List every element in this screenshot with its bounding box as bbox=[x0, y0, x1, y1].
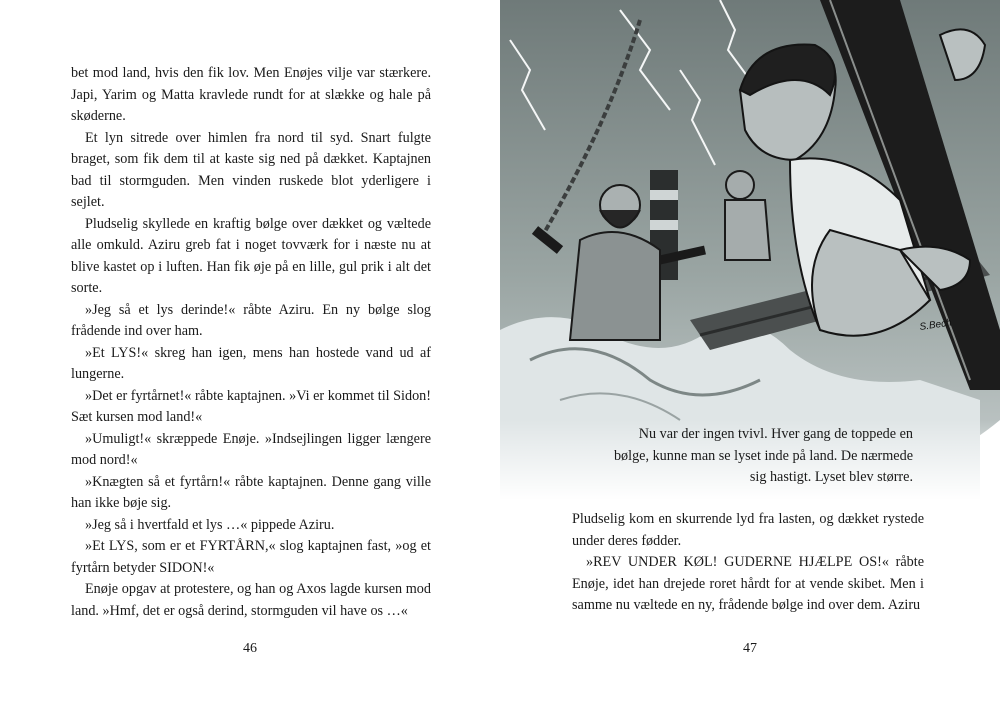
paragraph: »Jeg så i hvertfald et lys …« pippede Aziru. bbox=[85, 516, 335, 533]
right-page bbox=[500, 0, 1000, 709]
paragraph: »Et LYS, som er et FYRTÅRN,« slog kaptajnen fast, »og et fyrtårn betyder SIDON!« bbox=[71, 538, 431, 576]
artist-signature: S.Bech bbox=[918, 317, 953, 333]
paragraph: »Jeg så et lys derinde!« råbte Aziru. En ny bølge slog frådende ind over ham. bbox=[71, 301, 431, 339]
paragraph: »Det er fyrtårnet!« råbte kaptajnen. »Vi er kommet til Sidon! Sæt kursen mod land!« bbox=[71, 387, 431, 425]
page-number: 47 bbox=[743, 641, 757, 656]
paragraph: Enøje opgav at protestere, og han og Axos lagde kursen mod land. »Hmf, det er også derind, stormguden vil have os …« bbox=[71, 581, 431, 619]
page-number: 46 bbox=[243, 641, 257, 656]
paragraph: Et lyn sitrede over himlen fra nord til syd. Snart fulgte braget, som fik dem til at kaste sig ned på dækket. Kaptajnen bad til stormguden. Men vinden ruskede blot yderligere i sejlet. bbox=[71, 129, 431, 210]
paragraph: »Et LYS!« skreg han igen, mens han hostede vand ud af lungerne. bbox=[71, 344, 431, 382]
paragraph: »Umuligt!« skræppede Enøje. »Indsejlingen ligger længere mod nord!« bbox=[71, 430, 431, 468]
paragraph: »Knægten så et fyrtårn!« råbte kaptajnen. Denne gang ville han ikke bøje sig. bbox=[71, 473, 431, 511]
paragraph: Pludselig skyllede en kraftig bølge over dækket og væltede alle omkuld. Aziru greb fat i noget tovværk for i næste nu at blive kastet op i luften. Han fik øje på en lille, gul prik i alt det sorte. bbox=[71, 215, 431, 296]
paragraph: »REV UNDER KØL! GUDERNE HJÆLPE OS!« råbte Enøje, idet han drejede roret hårdt for at vende skibet. Men i samme nu væltede en ny, frådende bølge ind over dem. Aziru bbox=[572, 554, 924, 613]
illustration-caption: Nu var der ingen tvivl. Hver gang de toppede en bølge, kunne man se lyset inde på land. De nærmede sig hastigt. Lyset blev større. bbox=[613, 426, 913, 485]
right-page-text bbox=[572, 509, 924, 617]
left-page-text bbox=[71, 63, 431, 622]
paragraph: Pludselig kom en skurrende lyd fra lasten, og dækket rystede under deres fødder. bbox=[572, 511, 924, 549]
paragraph: bet mod land, hvis den fik lov. Men Enøjes vilje var stærkere. Japi, Yarim og Matta kravlede rundt for at slække og hale på skøderne. bbox=[71, 65, 431, 124]
